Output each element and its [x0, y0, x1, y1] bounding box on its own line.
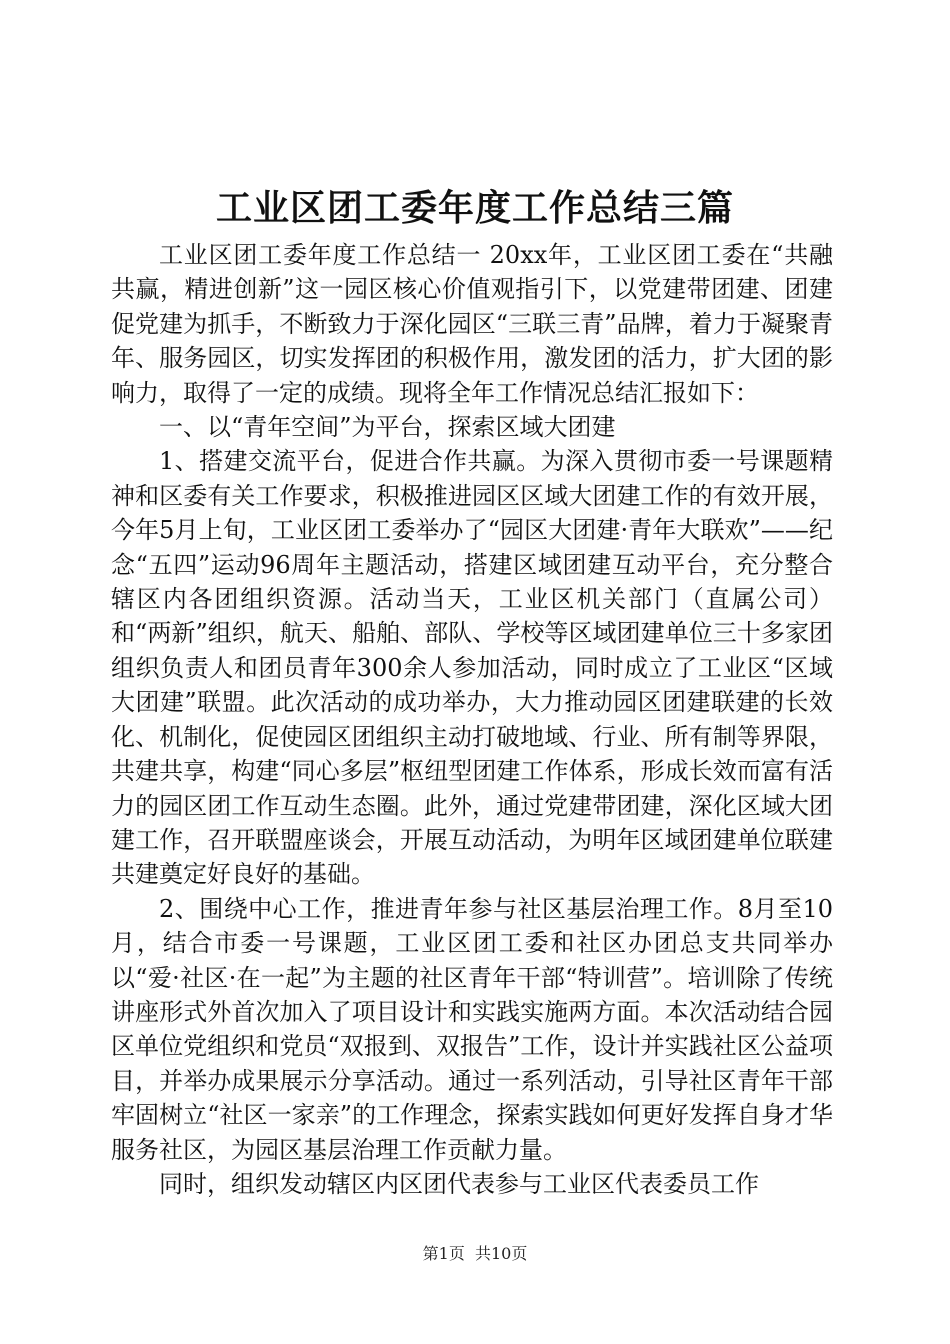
document-body	[111, 238, 833, 1201]
section-heading-1: 一、以“青年空间”为平台，探索区域大团建	[159, 413, 616, 442]
document-title: 工业区团工委年度工作总结三篇	[215, 187, 734, 229]
page-footer	[0, 1242, 950, 1266]
body-paragraph-3: 同时，组织发动辖区内区团代表参与工业区代表委员工作	[159, 1169, 759, 1198]
body-paragraph-1: 1、搭建交流平台，促进合作共赢。为深入贯彻市委一号课题精神和区委有关工作要求，积极推进园区区域大团建工作的有效开展，今年5月上旬，工业区团工委举办了“园区大团建·青年大联欢”——纪念“五四”运动96周年主题活动，搭建区域团建互动平台，充分整合辖区内各团组织资源。活动当天，工业区机关部门（直属公司）和“两新”组织，航天、船舶、部队、学校等区域团建单位三十多家团组织负责人和团员青年300余人参加活动，同时成立了工业区“区域大团建”联盟。此次活动的成功举办，大力推动园区团建联建的长效化、机制化，促使园区团组织主动打破地域、行业、所有制等界限，共建共享，构建“同心多层”枢纽型团建工作体系，形成长效而富有活力的园区团工作互动生态圈。此外，通过党建带团建，深化区域大团建工作，召开联盟座谈会，开展互动活动，为明年区域团建单位联建共建奠定好良好的基础。	[111, 447, 833, 889]
intro-paragraph: 工业区团工委年度工作总结一 20xx年，工业区团工委在“共融共赢，精进创新”这一园区核心价值观指引下，以党建带团建、团建促党建为抓手，不断致力于深化园区“三联三青”品牌，着力于凝聚青年、服务园区，切实发挥团的积极作用，激发团的活力，扩大团的影响力，取得了一定的成绩。现将全年工作情况总结汇报如下：	[111, 241, 833, 407]
page-number-label: 第1页 共10页	[422, 1244, 528, 1263]
body-paragraph-2: 2、围绕中心工作，推进青年参与社区基层治理工作。8月至10月，结合市委一号课题，工业区团工委和社区办团总支共同举办以“爱·社区·在一起”为主题的社区青年干部“特训营”。培训除了传统讲座形式外首次加入了项目设计和实践实施两方面。本次活动结合园区单位党组织和党员“双报到、双报告”工作，设计并实践社区公益项目，并举办成果展示分享活动。通过一系列活动，引导社区青年干部牢固树立“社区一家亲”的工作理念，探索实践如何更好发挥自身才华服务社区，为园区基层治理工作贡献力量。	[111, 894, 833, 1164]
